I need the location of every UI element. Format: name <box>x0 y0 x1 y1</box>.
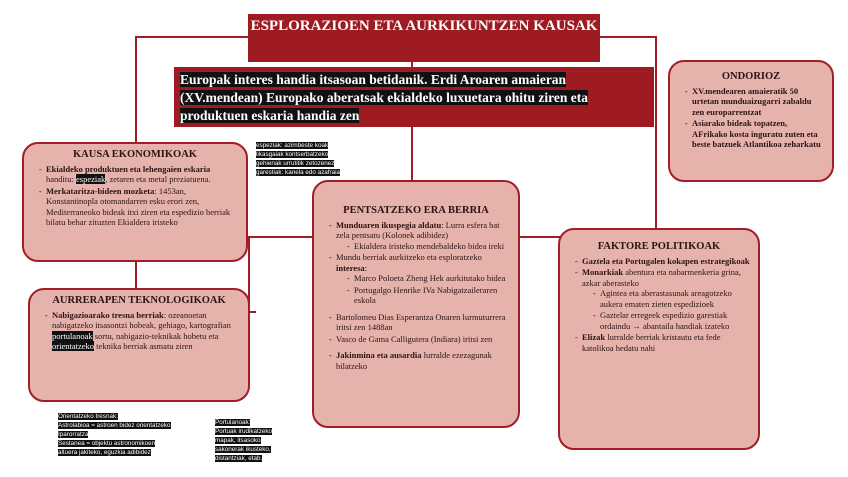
new-thinking-box <box>312 180 520 428</box>
note-line: garestiak: kanela edo azafraia <box>256 169 341 176</box>
note-line: mapak, itsasoko <box>215 437 261 444</box>
item-text: lurralde berriak kristautu eta fede katolikoa hedatu nahi <box>582 332 721 353</box>
note-line: likasgaiak kontserbatzeko <box>256 151 329 158</box>
list-item: - Vasco de Gama Calligutera (Indiara) iritsi zen <box>336 334 510 345</box>
item-text: , zetaren eta metal preziatuena. <box>105 174 211 184</box>
sub-list-item: - Gaztelar erregeek espedizio garestiak ordaindu → abantaila handiak izateko <box>600 310 750 331</box>
list-item <box>46 164 238 185</box>
item-text: handitu: <box>46 174 76 184</box>
list-item <box>582 267 750 331</box>
connector-line <box>248 236 312 238</box>
highlight-term: espeziak <box>75 174 106 184</box>
economic-causes-box <box>22 142 248 262</box>
spices-note <box>256 141 366 177</box>
item-text: teknika berriak asmatu ziren <box>94 341 193 351</box>
note-line: Portuak irudikatzeko <box>215 428 273 435</box>
bold-term: Asiarako bideak topatzen, AFrikako kosta inguratu zuten eta beste batzuek Atlantikoa zeharkatu <box>692 118 821 149</box>
item-text: sortu, nabigazio-teknikak hobetu eta <box>92 330 219 341</box>
bold-term: Nabigazioarako tresna berriak <box>52 309 164 320</box>
item-text: : ozeanoetan nabigatzeko itsasontzi hobeak, gehiago, kartografian <box>52 309 231 330</box>
list-item <box>336 220 510 252</box>
item-text: abentura eta nabarmenkeria grina, azkar aberasteko <box>582 267 741 288</box>
item-text: Mundu berriak aurkitzeko eta esploratzeko <box>336 252 482 262</box>
consequences-heading: ONDORIOZ <box>721 71 781 82</box>
list-item: - Bartolomeu Dias Esperantza Onaren lurmuturrera iritsi zen 1488an <box>336 312 510 333</box>
item-text: lurralde ezezagunak bilatzeko <box>336 350 492 371</box>
item-text: : <box>364 262 368 273</box>
bold-term: Merkataritza-bideen mozketa <box>46 185 155 196</box>
new-thinking-heading: PENTSATZEKO ERA BERRIA <box>343 205 489 216</box>
note-line: Portulanoak: <box>215 419 251 426</box>
list-item <box>336 252 510 306</box>
portolans-note <box>215 418 295 463</box>
highlight-term: orientatzeko <box>52 341 95 351</box>
economic-causes-heading: KAUSA EKONOMIKOAK <box>73 149 197 160</box>
bold-term: Ekialdeko produktuen eta lehengaien eskaria <box>46 163 211 174</box>
orientation-tools-note <box>58 412 218 457</box>
bold-term: Gaztela eta Portugalen kokapen estrategikoak <box>582 255 750 266</box>
note-line: sakonerak ikusteko, <box>215 446 271 453</box>
connector-line <box>135 36 251 38</box>
political-factors-heading: FAKTORE POLITIKOAK <box>597 241 721 252</box>
intro-banner <box>174 67 654 127</box>
list-item <box>582 332 750 353</box>
technology-box <box>28 288 250 402</box>
sub-list-item: - Marco Poloeta Zheng Hek aurkitutako bidea <box>354 273 510 284</box>
note-line: Astrolabioa = astroen bidez orientatzeko <box>58 422 171 429</box>
list-item <box>692 118 824 150</box>
note-line: espeziak: azimbeste koak <box>256 142 329 149</box>
connector-line <box>135 262 137 290</box>
list-item <box>582 256 750 267</box>
political-factors-box <box>558 228 760 450</box>
note-line: Iparorratza <box>58 431 89 438</box>
intro-text: Europak interes handia itsasoan betidanik. Erdi Aroaren amaieran (XV.mendean) Europako aberatsak ekialdeko luxuetara ohitu ziren eta produktuen eskaria handia zen <box>180 72 589 123</box>
note-line: distantziak, etab. <box>215 455 263 462</box>
list-item <box>692 86 824 118</box>
sub-list-item: - Agintea eta aberastasunak areagotzeko aukera ematen zieten espedizioek <box>600 288 750 309</box>
list-item <box>336 350 510 371</box>
note-line: Orientatzeko tresnak: <box>58 413 118 420</box>
consequences-box <box>668 60 834 182</box>
bold-term: Jakinmina eta ausardia <box>336 350 422 360</box>
bold-term: XV.mendearen amaieratik 50 urtetan munduaizugarri zabaldu zen europarrentzat <box>692 85 812 117</box>
list-item <box>46 186 238 228</box>
note-line: altuera jakiteko, eguzkia adibidez <box>58 449 151 456</box>
note-line: gehienak urrutitik zetozenez <box>256 160 335 167</box>
list-item <box>52 310 240 352</box>
sub-list-item: - Ekialdera iristeko mendebaldeko bidea ireki <box>354 241 510 252</box>
connector-line <box>135 36 137 142</box>
item-text: : Lurra esfera bat zela pentsatu (Kolonek adibidez) <box>336 219 500 240</box>
bold-term: Munduaren ikuspegia aldatu <box>336 219 442 230</box>
item-text: : 1453an, Konstantinopla otomandarren esku erori zen, Mediterraneoko bideak itxi ziren eta espedizio berriak bilatu behar zituzten Ekialdera iristeko <box>46 185 231 227</box>
note-line: Sestanea = objektu astronomikoen <box>58 440 156 447</box>
connector-line <box>655 36 657 228</box>
highlight-term: portulanoak <box>52 330 93 341</box>
connector-line <box>519 236 561 238</box>
bold-term: Monarkiak <box>582 267 624 277</box>
bold-term: Elizak <box>582 332 606 342</box>
bold-term: interesa <box>336 262 365 273</box>
connector-line <box>598 36 656 38</box>
sub-list-item: - Portugalgo Henrike IVa Nabigatzaileraren eskola <box>354 285 510 306</box>
technology-heading: AURRERAPEN TEKNOLOGIKOAK <box>52 295 226 306</box>
page-title: ESPLORAZIOEN ETA AURKIKUNTZEN KAUSAK <box>248 14 600 62</box>
